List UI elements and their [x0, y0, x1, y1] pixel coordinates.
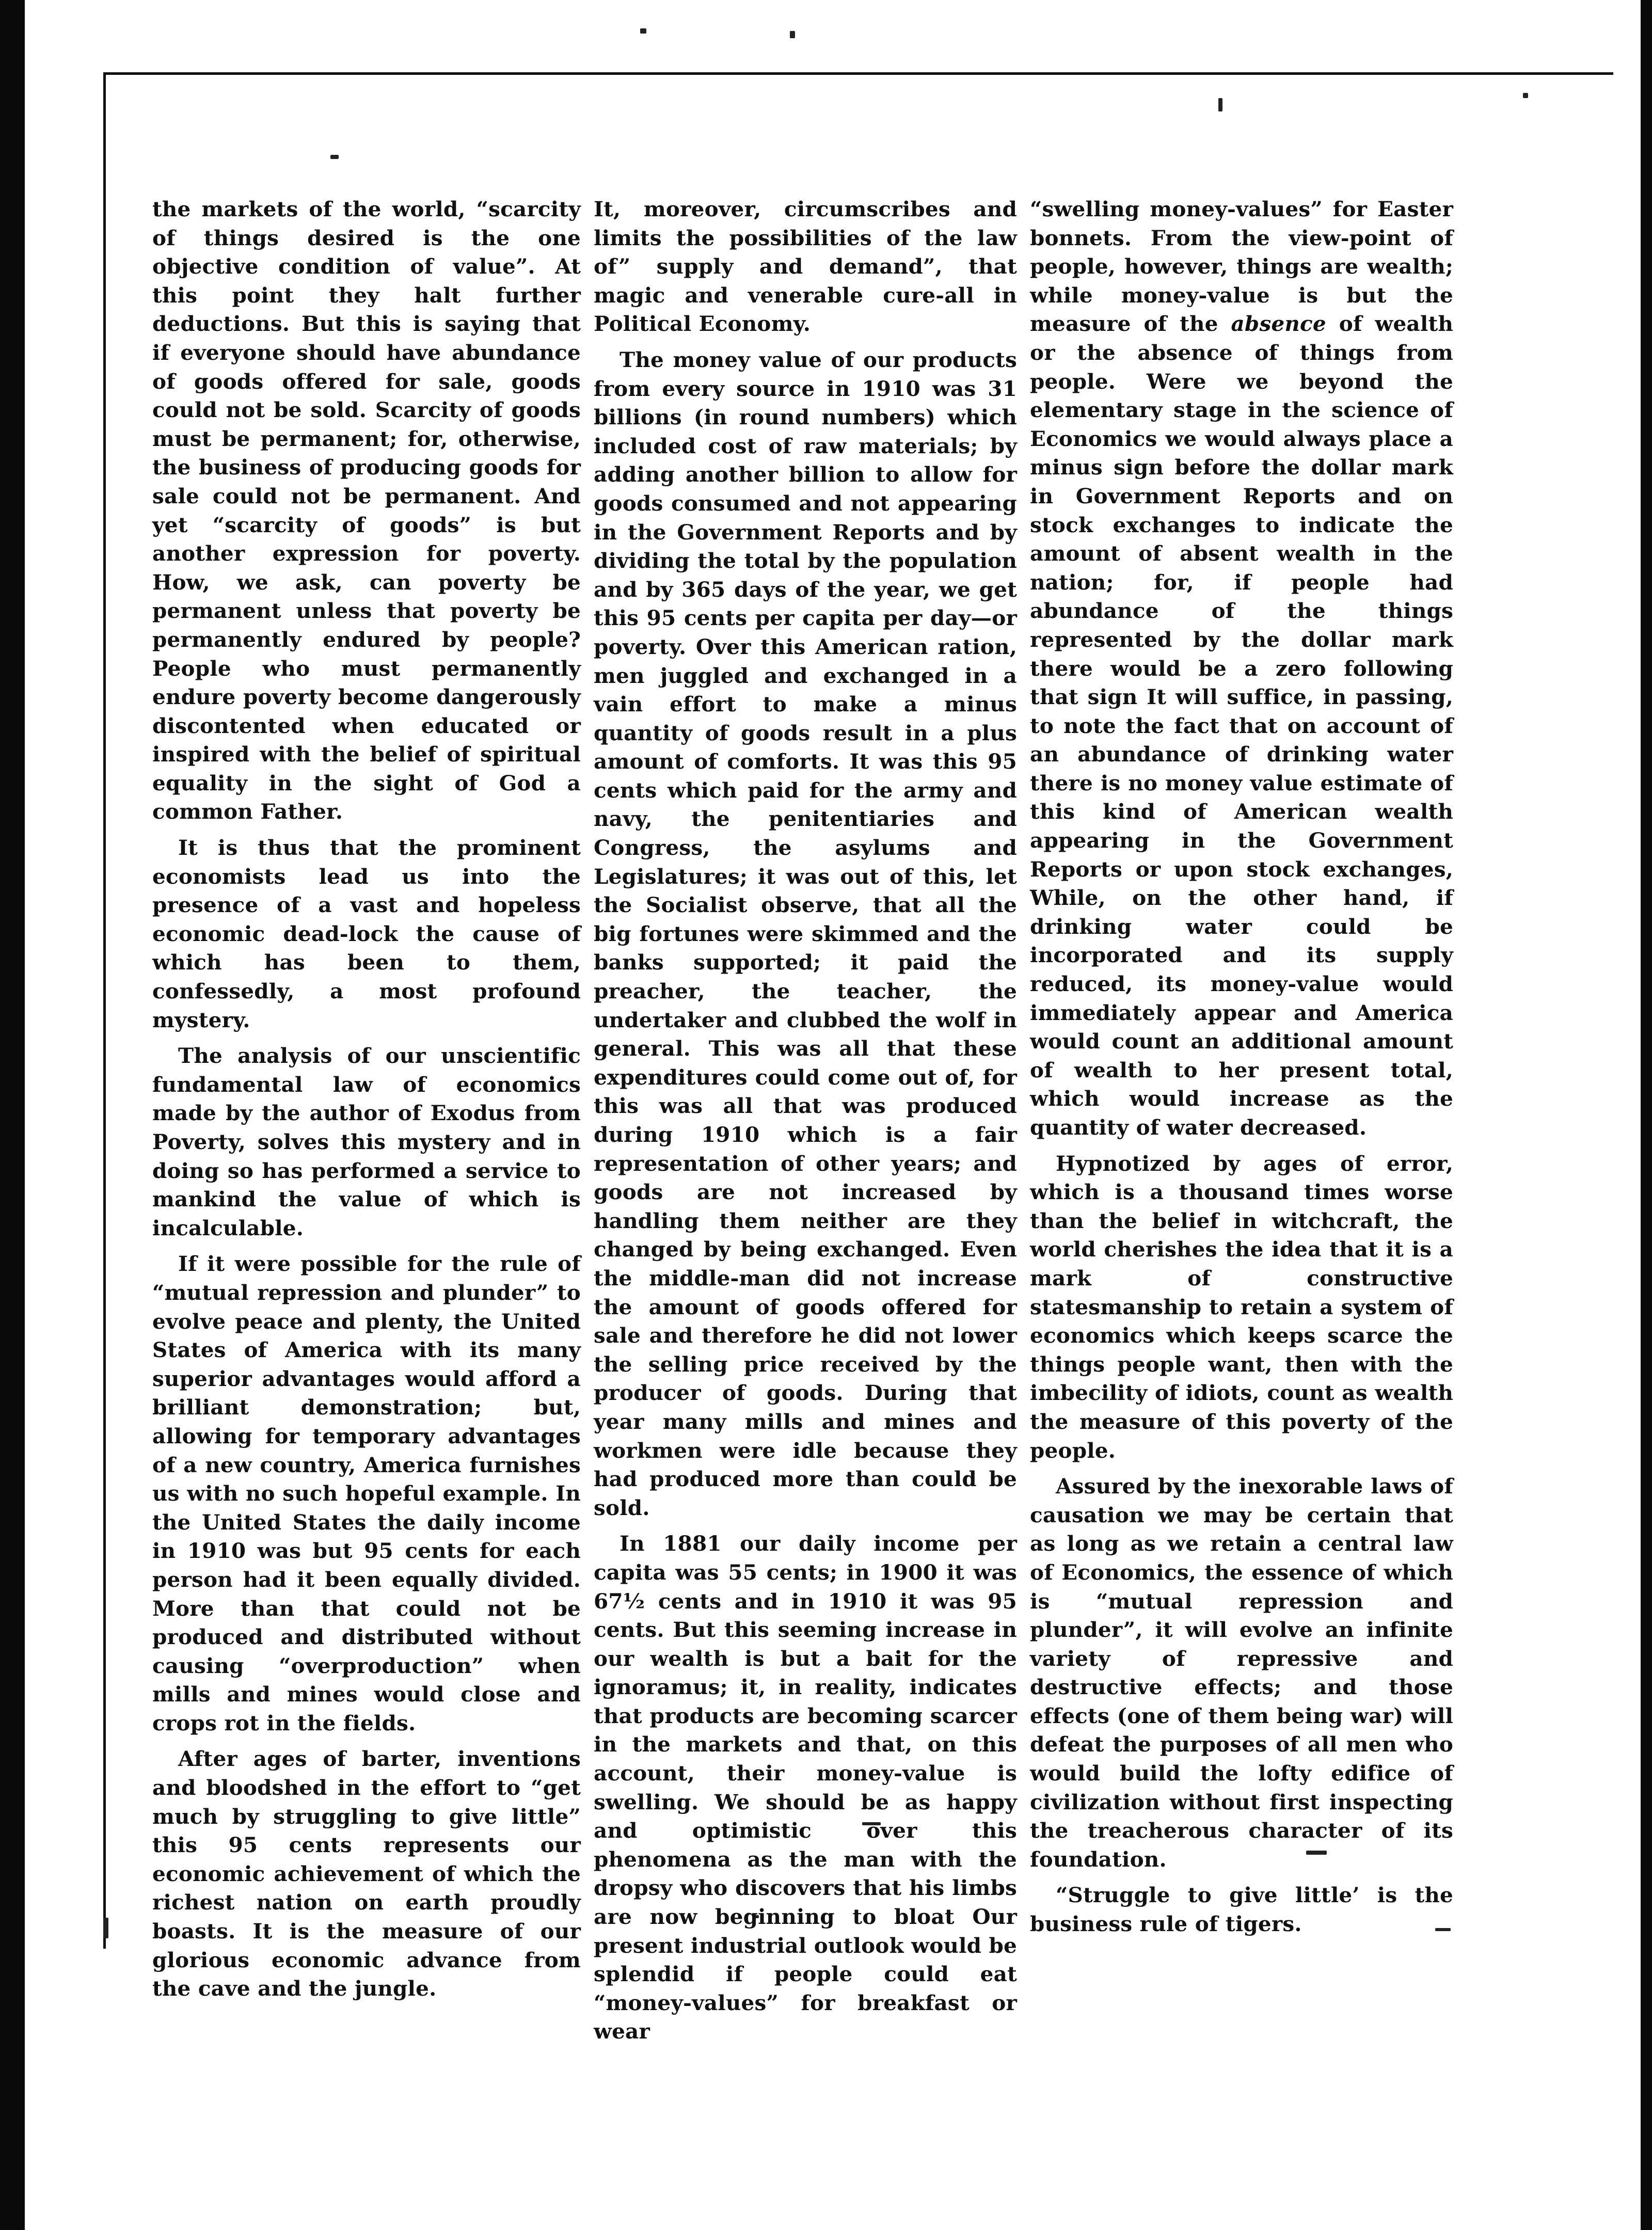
italic-word-absence: absence: [1231, 311, 1326, 337]
column-1-paragraph-4: If it were possible for the rule of “mutual repression and plunder” to evolve peace and plenty, the United States of America with its many superior advantages would afford a brilliant demonstration; but, allowing for temporary advantages of a new country, America furnishes us with no such hopeful example. In the United States the daily income in 1910 was but 95 cents for each person had it been equally divided. More than that could not be produced and distributed without causing “overproduction” when mills and mines would close and crops rot in the fields.: [152, 1251, 581, 1735]
column-2: [594, 195, 1017, 2053]
column-3-paragraph-3: Assured by the inexorable laws of causation we may be certain that as long as we retain a central law of Economics, the essence of which is “mutual repression and plunder”, it will evolve an infinite variety of repressive and destructive effects; and those effects (one of them being war) will defeat the purposes of all men who would build the lofty edifice of civilization without first inspecting the treacherous character of its foundation.: [1030, 1474, 1453, 1872]
column-3-paragraph-2: Hypnotized by ages of error, which is a thousand times worse than the belief in witchcraft, the world cherishes the idea that it is a mark of constructive statesmanship to retain a system of economics which keeps scarce the things people want, then with the imbecility of idiots, count as wealth the measure of this poverty of the people.: [1030, 1151, 1453, 1463]
column-1-paragraph-5: After ages of barter, inventions and bloodshed in the effort to “get much by struggling to give little” this 95 cents represents our economic achievement of which the richest nation on earth proudly boasts. It is the measure of our glorious economic advance from the cave and the jungle.: [152, 1746, 581, 2001]
column-3-paragraph-1: [1030, 195, 1453, 1142]
column-1-paragraph-3: The analysis of our unscientific fundamental law of economics made by the author of Exodus from Poverty, solves this mystery and in doing so has performed a service to mankind the value of which is incalculable.: [152, 1043, 581, 1240]
column-2-paragraph-3: In 1881 our daily income per capita was 55 cents; in 1900 it was 67½ cents and in 1910 it was 95 cents. But this seeming increase in our wealth is but a bait for the ignoramus; it, in reality, indicates that products are becoming scarcer in the markets and that, on this account, their money-value is swelling. We should be as happy and optimistic over this phenomena as the man with the dropsy who discovers that his limbs are now beginning to bloat Our present industrial outlook would be splendid if people could eat “money-values” for breakfast or wear: [594, 1531, 1017, 2044]
column-3-paragraph-1-part-b: of wealth or the absence of things from people. Were we beyond the elementary stage in the science of Economics we would always place a minus sign before the dollar mark in Government Reports and on stock exchanges to indicate the amount of absent wealth in the nation; for, if people had abundance of the things represented by the dollar mark there would be a zero following that sign It will suffice, in passing, to note the fact that on account of an abundance of drinking water there is no money value estimate of this kind of American wealth appearing in the Government Reports or upon stock exchanges, While, on the other hand, if drinking water could be incorporated and its supply reduced, its money-value would immediately appear and America would count an additional amount of wealth to her present total, which would increase as the quantity of water decreased.: [1030, 311, 1454, 1140]
column-1-paragraph-2: It is thus that the prominent economists lead us into the presence of a vast and hopeless economic dead-lock the cause of which has been to them, confessedly, a most profound mystery.: [152, 835, 581, 1032]
column-1-paragraph-1: the markets of the world, “scarcity of things desired is the one objective condition of value”. At this point they halt further deductions. But this is saying that if everyone should have abundance of goods offered for sale, goods could not be sold. Scarcity of goods must be permanent; for, otherwise, the business of producing goods for sale could not be permanent. And yet “scarcity of goods” is but another expression for poverty. How, we ask, can poverty be permanent unless that poverty be permanently endured by people? People who must permanently endure poverty become dangerously discontented when educated or inspired with the belief of spiritual equality in the sight of God a common Father.: [152, 197, 581, 824]
column-3: [1030, 195, 1453, 1946]
scan-edge-right: [1641, 0, 1652, 2230]
scan-edge-left: [0, 0, 25, 2230]
column-3-paragraph-4: “Struggle to give little’ is the business rule of tigers.: [1030, 1883, 1453, 1937]
column-1: [152, 195, 581, 2011]
column-2-paragraph-1: It, moreover, circumscribes and limits the possibilities of the law of” supply and demand”, that magic and venerable cure-all in Political Economy.: [594, 197, 1017, 337]
column-3-paragraph-1-part-a: “swelling money-values” for Easter bonnets. From the view-point of people, however, things are wealth; while money-value is but the measure of the: [1030, 197, 1453, 337]
column-2-paragraph-2: The money value of our products from every source in 1910 was 31 billions (in round numbers) which included cost of raw materials; by adding another billion to allow for goods consumed and not appearing in the Government Reports and by dividing the total by the population and by 365 days of the year, we get this 95 cents per capita per day—or poverty. Over this American ration, men juggled and exchanged in a vain effort to make a minus quantity of goods result in a plus amount of comforts. It was this 95 cents which paid for the army and navy, the penitentiaries and Congress, the asylums and Legislatures; it was out of this, let the Socialist observe, that all the big fortunes were skimmed and the banks supported; it paid the preacher, the teacher, the undertaker and clubbed the wolf in general. This was all that these expenditures could come out of, for this was all that was produced during 1910 which is a fair representation of other years; and goods are not increased by handling them neither are they changed by being exchanged. Even the middle-man did not increase the amount of goods offered for sale and therefore he did not lower the selling price received by the producer of goods. During that year many mills and mines and workmen were idle because they had produced more than could be sold.: [594, 347, 1017, 1520]
